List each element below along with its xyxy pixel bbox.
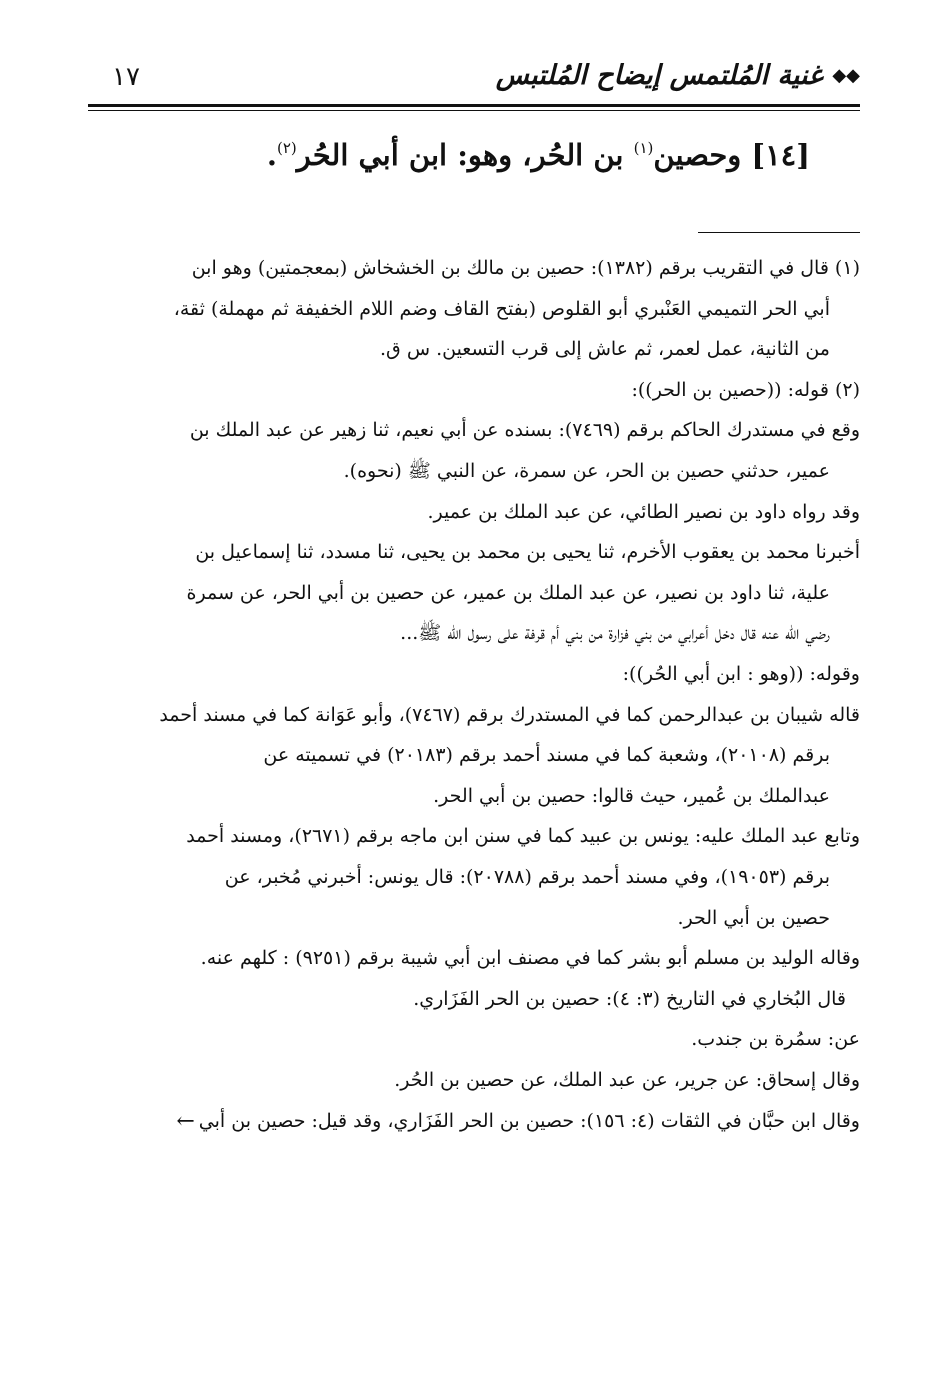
footnote-line-text: عبدالملك بن عُمير، حيث قالوا: حصين بن أبي الحر. [433, 784, 830, 807]
entry-heading [88, 138, 810, 172]
footnote-line [80, 370, 860, 410]
footnote-line-text: وقال ابن حبَّان في الثقات (٤: ١٥٦): حصين بن الحر الفَزَاري، وقد قيل: حصين بن أبي [198, 1109, 860, 1132]
footnote-line-text: (٢) قوله: ((حصين بن الحر)): [631, 378, 860, 401]
continuation-arrow-icon: ← [176, 1108, 195, 1134]
footnote-line [80, 573, 830, 613]
page-number: ١٧ [112, 62, 140, 92]
footnote-line-text: وقال إسحاق: عن جرير، عن عبد الملك، عن حصين بن الحُر. [394, 1069, 860, 1091]
entry-heading-middle: بن الحُر، وهو: ابن أبي الحُر [296, 138, 634, 172]
footnote-line-text: وقاله الوليد بن مسلم أبو بشر كما في مصنف ابن أبي شيبة برقم (٩٢٥١) : كلهم عنه. [200, 947, 860, 970]
footnote-line-text: قاله شيبان بن عبدالرحمن كما في المستدرك برقم (٧٤٦٧)، وأبو عَوَانة كما في مسند أحمد [159, 703, 860, 726]
footnote-line [80, 816, 860, 856]
header-rule-thin [88, 110, 860, 111]
footnote-line-text: (١) قال في التقريب برقم (١٣٨٢): حصين بن مالك بن الخشخاش (بمعجمتين) وهو ابن [191, 257, 860, 279]
footnote-line [80, 938, 860, 978]
footnote-line [80, 451, 830, 491]
footnote-line [80, 532, 860, 572]
footnote-separator [698, 232, 860, 233]
footnote-ref-1: (١) [633, 139, 654, 157]
entry-heading-end: . [266, 138, 277, 172]
footnote-line [80, 979, 846, 1019]
footnote-line-text: أبي الحر التميمي العَنْبري أبو القلوص (بفتح القاف وضم اللام الخفيفة ثم مهملة) ثقة، [173, 297, 830, 320]
footnote-line-text: قال البُخاري في التاريخ (٣: ٤): حصين بن الحر الفَزَاري. [413, 987, 846, 1010]
footnote-line-text: أخبرنا محمد بن يعقوب الأخرم، ثنا يحيى بن محمد بن يحيى، ثنا مسدد، ثنا إسماعيل بن [195, 541, 860, 564]
footnote-line [80, 857, 830, 897]
book-title [496, 60, 860, 91]
entry-heading-start: [١٤] وحصين [653, 138, 810, 172]
footnote-line-text: برقم (١٩٠٥٣)، وفي مسند أحمد برقم (٢٠٧٨٨): قال يونس: أخبرني مُخبر، عن [224, 866, 830, 888]
footnote-line [80, 492, 860, 532]
book-title-text: غنية المُلتمس إيضاح المُلتبس [495, 60, 823, 91]
header-rule-thick [88, 104, 860, 107]
footnote-line [80, 329, 830, 369]
footnote-line [80, 654, 860, 694]
footnote-line [80, 898, 830, 938]
footnote-line [80, 695, 860, 735]
footnote-line [80, 776, 830, 816]
running-header [88, 58, 860, 102]
footnote-line [80, 248, 860, 288]
footnote-line-text: حصين بن أبي الحر. [677, 906, 830, 929]
footnote-line [80, 410, 860, 450]
footnote-line [80, 1101, 860, 1141]
footnote-line-text: وتابع عبد الملك عليه: يونس بن عبيد كما في سنن ابن ماجه برقم (٢٦٧١)، ومسند أحمد [186, 825, 860, 848]
footnote-line-text: برقم (٢٠١٠٨)، وشعبة كما في مسند أحمد برقم (٢٠١٨٣) في تسميته عن [263, 744, 830, 767]
footnote-line-text: عمير، حدثني حصين بن الحر، عن سمرة، عن النبي ﷺ (نحوه). [343, 460, 830, 482]
footnote-line [80, 735, 830, 775]
footnote-line-text: من الثانية، عمل لعمر، ثم عاش إلى قرب التسعين. س ق. [380, 338, 830, 361]
footnote-ref-2: (٢) [277, 139, 297, 157]
footnote-line [80, 1019, 860, 1059]
footnote-line [80, 1060, 860, 1100]
footnote-line-text: رضي الله عنه قال دخل أعرابي من بني فزارة من بني أم قرفة على رسول الله ﷺ... [400, 622, 830, 645]
footnote-line-text: وقع في مستدرك الحاكم برقم (٧٤٦٩): بسنده عن أبي نعيم، ثنا زهير عن عبد الملك بن [189, 419, 860, 442]
footnote-line-text: علية، ثنا داود بن نصير، عن عبد الملك بن عمير، عن حصين بن أبي الحر، عن سمرة [186, 581, 830, 604]
footnote-line-text: عن: سمُرة بن جندب. [691, 1028, 860, 1051]
footnote-line-text: وقد رواه داود بن نصير الطائي، عن عبد الملك بن عمير. [427, 500, 860, 523]
footnote-line-text: وقوله: ((وهو : ابن أبي الحُر)): [622, 663, 860, 685]
footnote-line [80, 613, 830, 653]
footnote-line [80, 289, 830, 329]
diamond-ornament-icon: ◆◆ [832, 65, 860, 86]
